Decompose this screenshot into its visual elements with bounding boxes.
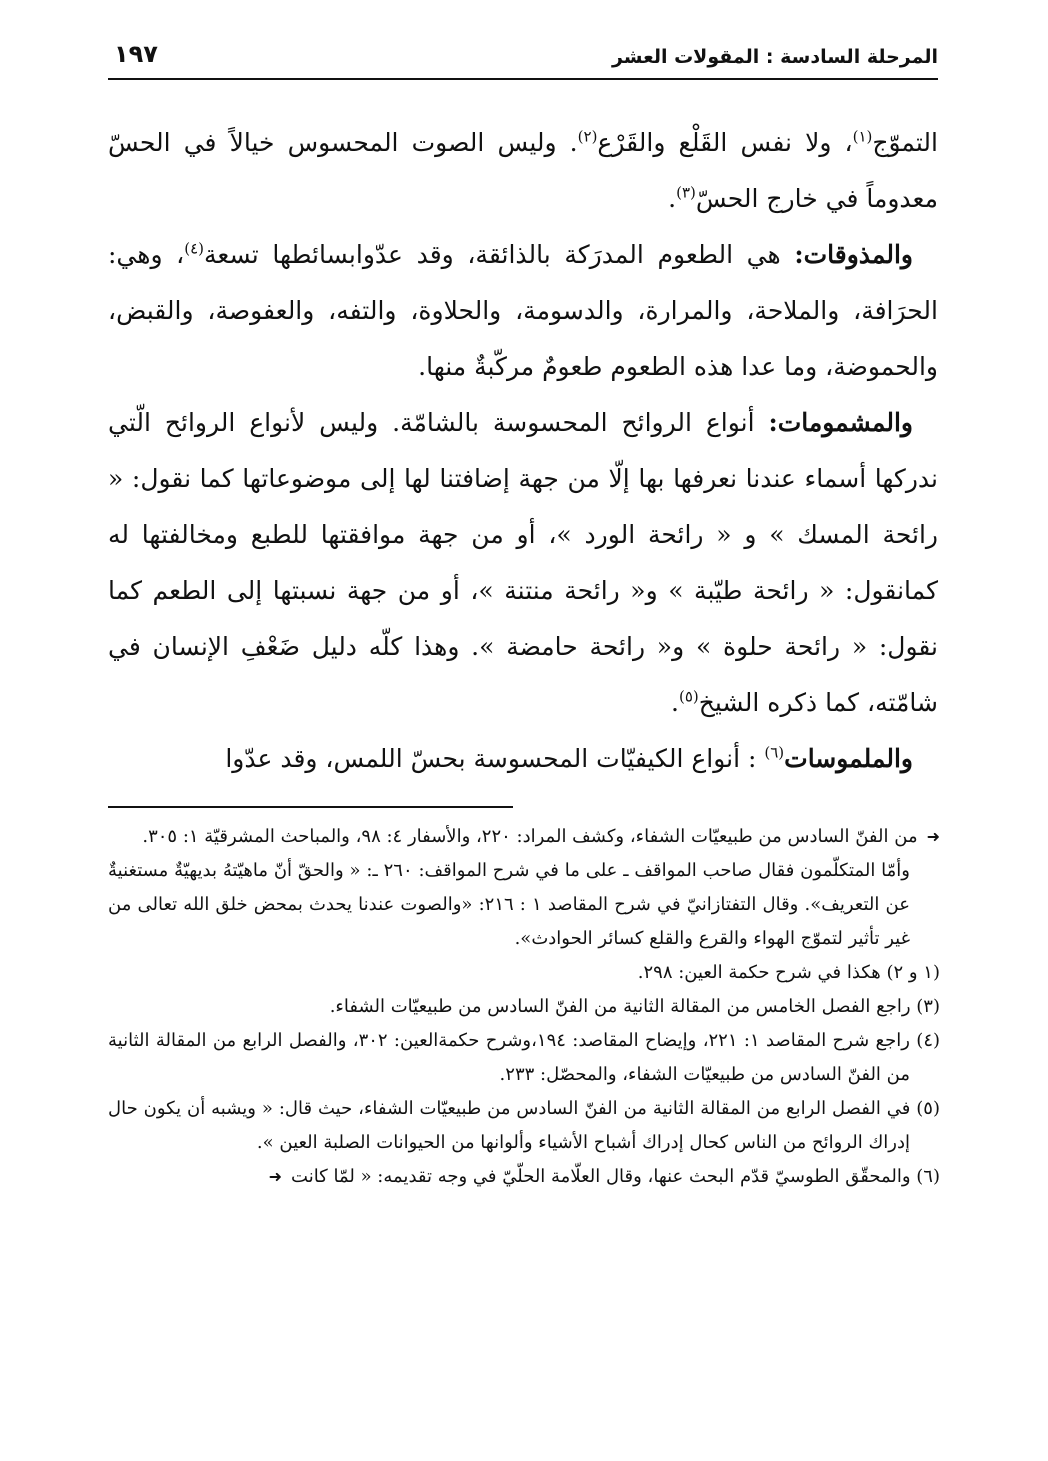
footnotes xyxy=(108,820,940,1194)
text-span: . xyxy=(671,688,679,717)
header-rule xyxy=(108,78,938,80)
page-header xyxy=(108,40,938,78)
paragraph-tastes xyxy=(108,227,938,395)
footnote-1-2: (١ و ٢) هكذا في شرح حكمة العين: ٢٩٨. xyxy=(637,962,940,983)
footnote-4: (٤) راجع شرح المقاصد ١: ٢٢١، وإيضاح المقاصد: ١٩٤،وشرح حكمةالعين: ٣٠٢، والفصل الرابع من المقالة الثانية من الفنّ السادس من طبيعيّات الشفاء، والمحصّل: ٢٣٣. xyxy=(108,1030,941,1085)
continuation-arrow-icon: ➜ xyxy=(926,827,940,846)
footnote-ref[interactable]: (٢) xyxy=(577,127,598,146)
paragraph-sound xyxy=(108,115,938,227)
footnote-ref[interactable]: (١) xyxy=(852,127,873,146)
section-term: والملموسات xyxy=(784,744,913,773)
section-term: والمذوقات: xyxy=(794,240,913,269)
footnote-ref[interactable]: (٦) xyxy=(764,743,785,762)
section-term: والمشمومات: xyxy=(768,408,913,437)
main-text xyxy=(108,115,938,787)
text-span: هي الطعوم المدرَكة بالذائقة، وقد عدّوابسائطها تسعة xyxy=(204,240,795,269)
text-span: ، ولا نفس القَلْع والقَرْع xyxy=(597,128,853,157)
footnote-continued xyxy=(108,820,940,854)
text-span: : أنواع الكيفيّات المحسوسة بحسّ اللمس، وقد عدّوا xyxy=(225,744,765,773)
running-title: المرحلة السادسة : المقولات العشر xyxy=(611,46,938,68)
footnote-ref[interactable]: (٤) xyxy=(184,239,205,258)
paragraph-touch xyxy=(108,731,938,787)
footnote-separator xyxy=(108,806,513,808)
text-span: ، وهي: الحرَافة، والملاحة، والمرارة، والدسومة، والحلاوة، والتفه، والعفوصة، والقبض، والحموضة، وما عدا هذه الطعوم طعومٌ مركّبةٌ منها. xyxy=(108,240,938,381)
footnote-continued-paragraph: وأمّا المتكلّمون فقال صاحب المواقف ـ على ما في شرح المواقف: ٢٦٠ ـ: « والحقّ أنّ ماهيّتهُ بديهيّةٌ مستغنيةٌ عن التعريف». وقال التفتازانيّ في شرح المقاصد ١ : ٢١٦: «والصوت عندنا يحدث بمحض خلق الله تعالى من غير تأثير لتموّج الهواء والقرع والقلع كسائر الحوادث». xyxy=(108,860,910,949)
footnote-ref[interactable]: (٥) xyxy=(678,687,699,706)
footnote-ref[interactable]: (٣) xyxy=(676,183,696,202)
footnote-text: (٦) والمحقّق الطوسيّ قدّم البحث عنها، وقال العلّامة الحلّيّ في وجه تقديمه: « لمّا كانت xyxy=(291,1166,940,1187)
text-span: . xyxy=(668,184,677,213)
footnote-3: (٣) راجع الفصل الخامس من المقالة الثانية من الفنّ السادس من طبيعيّات الشفاء. xyxy=(329,996,940,1017)
footnote-5: (٥) في الفصل الرابع من المقالة الثانية من الفنّ السادس من طبيعيّات الشفاء، حيث قال: « ويشبه أن يكون حال إدراك الروائح من الناس كحال إدراك أشباح الأشياء وألوانها من الحيوانات الصلبة العين ». xyxy=(108,1098,940,1153)
paragraph-smells xyxy=(108,395,938,731)
page-number: ١٩٧ xyxy=(114,40,158,68)
continuation-arrow-icon: ➜ xyxy=(268,1167,283,1186)
text-span: التموّج xyxy=(872,128,938,157)
footnote-6 xyxy=(108,1160,940,1194)
text-span: . وليس الصوت المحسوس خيالاً في الحسّ معدوماً في خارج الحسّ xyxy=(108,128,938,213)
text-span: أنواع الروائح المحسوسة بالشامّة. وليس لأنواع الروائح الّتي ندركها أسماء عندنا نعرفها بها إلّا من جهة إضافتنا لها إلى موضوعاتها كما نقول: « رائحة المسك » و « رائحة الورد »، أو من جهة موافقتها للطبع ومخالفتها له كمانقول: « رائحة طيّبة » و« رائحة منتنة »، أو من جهة نسبتها إلى الطعم كما نقول: « رائحة حلوة » و« رائحة حامضة ». وهذا كلّه دليل ضَعْفِ الإنسان في شامّته، كما ذكره الشيخ xyxy=(108,408,938,717)
footnote-text: من الفنّ السادس من طبيعيّات الشفاء، وكشف المراد: ٢٢٠، والأسفار ٤: ٩٨، والمباحث المشرقيّة ١: ٣٠٥. xyxy=(142,826,918,847)
